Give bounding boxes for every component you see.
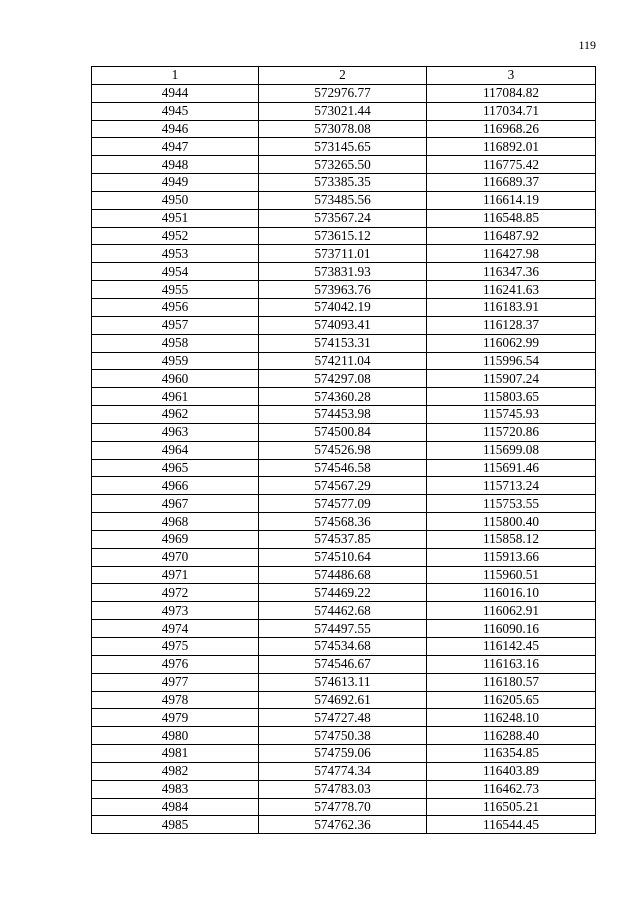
table-row <box>92 263 596 281</box>
y-coordinate-cell: 116403.89 <box>427 762 596 780</box>
table-row <box>92 245 596 263</box>
point-number-cell: 4948 <box>92 156 259 174</box>
point-number-cell: 4962 <box>92 406 259 424</box>
y-coordinate-cell: 115907.24 <box>427 370 596 388</box>
x-coordinate-cell: 573567.24 <box>259 209 427 227</box>
y-coordinate-cell: 115858.12 <box>427 530 596 548</box>
x-coordinate-cell: 574042.19 <box>259 298 427 316</box>
x-coordinate-cell: 573831.93 <box>259 263 427 281</box>
table-body <box>92 84 596 833</box>
y-coordinate-cell: 116183.91 <box>427 298 596 316</box>
table-row <box>92 762 596 780</box>
x-coordinate-cell: 574546.67 <box>259 655 427 673</box>
point-number-cell: 4947 <box>92 138 259 156</box>
point-number-cell: 4973 <box>92 602 259 620</box>
y-coordinate-cell: 115713.24 <box>427 477 596 495</box>
y-coordinate-cell: 115699.08 <box>427 441 596 459</box>
y-coordinate-cell: 117084.82 <box>427 84 596 102</box>
x-coordinate-cell: 574567.29 <box>259 477 427 495</box>
point-number-cell: 4980 <box>92 727 259 745</box>
x-coordinate-cell: 574153.31 <box>259 334 427 352</box>
y-coordinate-cell: 116775.42 <box>427 156 596 174</box>
y-coordinate-cell: 117034.71 <box>427 102 596 120</box>
table-row <box>92 174 596 192</box>
point-number-cell: 4969 <box>92 530 259 548</box>
y-coordinate-cell: 116062.99 <box>427 334 596 352</box>
point-number-cell: 4945 <box>92 102 259 120</box>
table-row <box>92 530 596 548</box>
y-coordinate-cell: 115960.51 <box>427 566 596 584</box>
table-row <box>92 191 596 209</box>
point-number-cell: 4971 <box>92 566 259 584</box>
x-coordinate-cell: 574778.70 <box>259 798 427 816</box>
x-coordinate-cell: 574613.11 <box>259 673 427 691</box>
x-coordinate-cell: 573265.50 <box>259 156 427 174</box>
table-row <box>92 709 596 727</box>
table-row <box>92 388 596 406</box>
point-number-cell: 4964 <box>92 441 259 459</box>
point-number-cell: 4982 <box>92 762 259 780</box>
table-row <box>92 638 596 656</box>
x-coordinate-cell: 574534.68 <box>259 638 427 656</box>
y-coordinate-cell: 116548.85 <box>427 209 596 227</box>
y-coordinate-cell: 116288.40 <box>427 727 596 745</box>
table-row <box>92 298 596 316</box>
table-row <box>92 156 596 174</box>
x-coordinate-cell: 574469.22 <box>259 584 427 602</box>
point-number-cell: 4972 <box>92 584 259 602</box>
x-coordinate-cell: 574297.08 <box>259 370 427 388</box>
point-number-cell: 4979 <box>92 709 259 727</box>
x-coordinate-cell: 574486.68 <box>259 566 427 584</box>
y-coordinate-cell: 116614.19 <box>427 191 596 209</box>
x-coordinate-cell: 574510.64 <box>259 548 427 566</box>
point-number-cell: 4949 <box>92 174 259 192</box>
x-coordinate-cell: 574762.36 <box>259 816 427 834</box>
point-number-cell: 4981 <box>92 745 259 763</box>
y-coordinate-cell: 115803.65 <box>427 388 596 406</box>
x-coordinate-cell: 574568.36 <box>259 513 427 531</box>
table-row <box>92 138 596 156</box>
table-row <box>92 84 596 102</box>
point-number-cell: 4984 <box>92 798 259 816</box>
x-coordinate-cell: 574759.06 <box>259 745 427 763</box>
x-coordinate-cell: 574546.58 <box>259 459 427 477</box>
table-row <box>92 745 596 763</box>
y-coordinate-cell: 116205.65 <box>427 691 596 709</box>
x-coordinate-cell: 574453.98 <box>259 406 427 424</box>
y-coordinate-cell: 116689.37 <box>427 174 596 192</box>
y-coordinate-cell: 116241.63 <box>427 281 596 299</box>
y-coordinate-cell: 116142.45 <box>427 638 596 656</box>
point-number-cell: 4957 <box>92 316 259 334</box>
x-coordinate-cell: 574774.34 <box>259 762 427 780</box>
x-coordinate-cell: 574577.09 <box>259 495 427 513</box>
table-row <box>92 406 596 424</box>
point-number-cell: 4975 <box>92 638 259 656</box>
table-row <box>92 102 596 120</box>
y-coordinate-cell: 115800.40 <box>427 513 596 531</box>
x-coordinate-cell: 574462.68 <box>259 602 427 620</box>
x-coordinate-cell: 573021.44 <box>259 102 427 120</box>
point-number-cell: 4966 <box>92 477 259 495</box>
point-number-cell: 4974 <box>92 620 259 638</box>
x-coordinate-cell: 574692.61 <box>259 691 427 709</box>
y-coordinate-cell: 116248.10 <box>427 709 596 727</box>
table-row <box>92 459 596 477</box>
x-coordinate-cell: 573145.65 <box>259 138 427 156</box>
y-coordinate-cell: 116347.36 <box>427 263 596 281</box>
x-coordinate-cell: 572976.77 <box>259 84 427 102</box>
point-number-cell: 4976 <box>92 655 259 673</box>
y-coordinate-cell: 116892.01 <box>427 138 596 156</box>
table-row <box>92 495 596 513</box>
point-number-cell: 4960 <box>92 370 259 388</box>
point-number-cell: 4978 <box>92 691 259 709</box>
y-coordinate-cell: 116968.26 <box>427 120 596 138</box>
point-number-cell: 4968 <box>92 513 259 531</box>
y-coordinate-cell: 115720.86 <box>427 423 596 441</box>
x-coordinate-cell: 574750.38 <box>259 727 427 745</box>
y-coordinate-cell: 116427.98 <box>427 245 596 263</box>
x-coordinate-cell: 573485.56 <box>259 191 427 209</box>
table-row <box>92 780 596 798</box>
coordinates-table <box>91 66 596 834</box>
y-coordinate-cell: 116354.85 <box>427 745 596 763</box>
point-number-cell: 4985 <box>92 816 259 834</box>
table-row <box>92 816 596 834</box>
table-row <box>92 441 596 459</box>
column-header-1: 1 <box>92 67 259 85</box>
table-row <box>92 370 596 388</box>
x-coordinate-cell: 573615.12 <box>259 227 427 245</box>
table-row <box>92 120 596 138</box>
point-number-cell: 4952 <box>92 227 259 245</box>
x-coordinate-cell: 574526.98 <box>259 441 427 459</box>
table-row <box>92 513 596 531</box>
x-coordinate-cell: 574093.41 <box>259 316 427 334</box>
x-coordinate-cell: 574500.84 <box>259 423 427 441</box>
point-number-cell: 4950 <box>92 191 259 209</box>
point-number-cell: 4944 <box>92 84 259 102</box>
table-row <box>92 798 596 816</box>
table-row <box>92 673 596 691</box>
point-number-cell: 4959 <box>92 352 259 370</box>
point-number-cell: 4958 <box>92 334 259 352</box>
table-row <box>92 477 596 495</box>
table-row <box>92 548 596 566</box>
y-coordinate-cell: 115691.46 <box>427 459 596 477</box>
y-coordinate-cell: 115745.93 <box>427 406 596 424</box>
point-number-cell: 4967 <box>92 495 259 513</box>
point-number-cell: 4965 <box>92 459 259 477</box>
point-number-cell: 4954 <box>92 263 259 281</box>
table-row <box>92 316 596 334</box>
table-row <box>92 620 596 638</box>
y-coordinate-cell: 116090.16 <box>427 620 596 638</box>
point-number-cell: 4970 <box>92 548 259 566</box>
x-coordinate-cell: 573711.01 <box>259 245 427 263</box>
y-coordinate-cell: 115996.54 <box>427 352 596 370</box>
y-coordinate-cell: 116462.73 <box>427 780 596 798</box>
y-coordinate-cell: 116180.57 <box>427 673 596 691</box>
y-coordinate-cell: 116128.37 <box>427 316 596 334</box>
table-row <box>92 655 596 673</box>
point-number-cell: 4956 <box>92 298 259 316</box>
point-number-cell: 4955 <box>92 281 259 299</box>
table-row <box>92 227 596 245</box>
y-coordinate-cell: 116544.45 <box>427 816 596 834</box>
point-number-cell: 4977 <box>92 673 259 691</box>
x-coordinate-cell: 574537.85 <box>259 530 427 548</box>
table-row <box>92 566 596 584</box>
table-row <box>92 727 596 745</box>
x-coordinate-cell: 574211.04 <box>259 352 427 370</box>
y-coordinate-cell: 115753.55 <box>427 495 596 513</box>
y-coordinate-cell: 115913.66 <box>427 548 596 566</box>
x-coordinate-cell: 574360.28 <box>259 388 427 406</box>
point-number-cell: 4963 <box>92 423 259 441</box>
point-number-cell: 4953 <box>92 245 259 263</box>
y-coordinate-cell: 116163.16 <box>427 655 596 673</box>
table-row <box>92 209 596 227</box>
x-coordinate-cell: 573963.76 <box>259 281 427 299</box>
table-row <box>92 334 596 352</box>
table-row <box>92 691 596 709</box>
x-coordinate-cell: 574497.55 <box>259 620 427 638</box>
table-row <box>92 584 596 602</box>
column-header-2: 2 <box>259 67 427 85</box>
y-coordinate-cell: 116487.92 <box>427 227 596 245</box>
point-number-cell: 4961 <box>92 388 259 406</box>
point-number-cell: 4983 <box>92 780 259 798</box>
y-coordinate-cell: 116062.91 <box>427 602 596 620</box>
column-header-3: 3 <box>427 67 596 85</box>
page-number: 119 <box>578 38 596 52</box>
x-coordinate-cell: 574783.03 <box>259 780 427 798</box>
table-header-row <box>92 67 596 85</box>
y-coordinate-cell: 116016.10 <box>427 584 596 602</box>
table-row <box>92 281 596 299</box>
y-coordinate-cell: 116505.21 <box>427 798 596 816</box>
table-row <box>92 423 596 441</box>
point-number-cell: 4951 <box>92 209 259 227</box>
x-coordinate-cell: 573385.35 <box>259 174 427 192</box>
x-coordinate-cell: 573078.08 <box>259 120 427 138</box>
table-row <box>92 602 596 620</box>
table-row <box>92 352 596 370</box>
x-coordinate-cell: 574727.48 <box>259 709 427 727</box>
point-number-cell: 4946 <box>92 120 259 138</box>
